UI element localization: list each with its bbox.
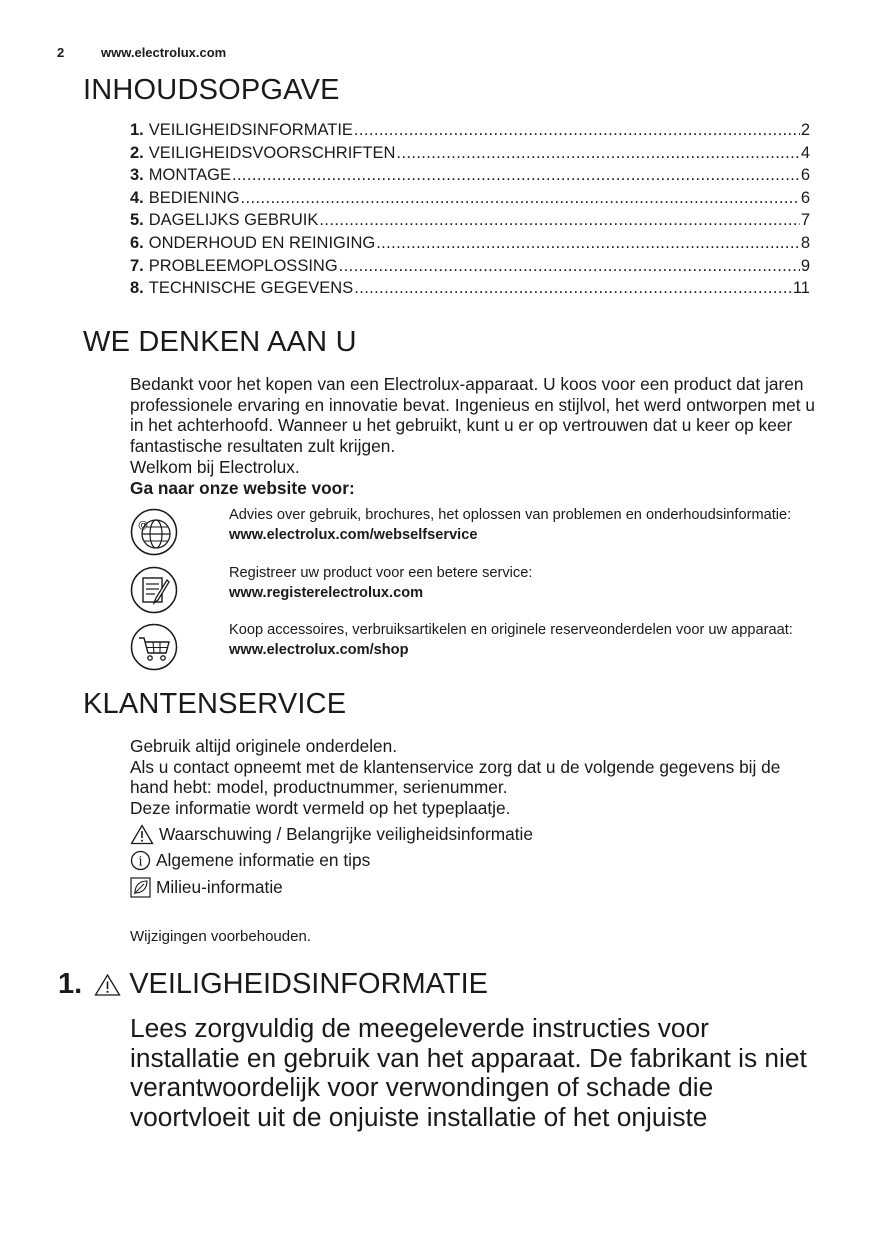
service-text: Koop accessoires, verbruiksartikelen en originele reserveonderdelen voor uw apparaat: bbox=[229, 622, 793, 638]
table-of-contents bbox=[130, 121, 810, 302]
symbol-label: Milieu-informatie bbox=[156, 877, 283, 897]
toc-item[interactable]: 8. TECHNISCHE GEGEVENS ..... 11 bbox=[130, 279, 810, 302]
thinking-body: Bedankt voor het kopen van een Electrolux-apparaat. U koos voor een product dat jaren professionele ervaring en innovatie bevat. Ingenieus en stijlvol, het werd ontworpen met u in het achterhoofd. Wanneer u het gebruikt, kunt u er op vertrouwen dat u keer op keer fantastische resultaten zult krijgen. Welkom bij Electrolux. Ga naar onze website voor: bbox=[130, 374, 815, 498]
toc-item[interactable]: 2. VEILIGHEIDSVOORSCHRIFTEN ..... 4 bbox=[130, 144, 810, 167]
page-number: 2 bbox=[57, 45, 65, 60]
site-url[interactable]: www.electrolux.com bbox=[101, 45, 227, 60]
toc-item[interactable]: 1. VEILIGHEIDSINFORMATIE ..... 2 bbox=[130, 121, 810, 144]
toc-item[interactable]: 3. MONTAGE ..... 6 bbox=[130, 166, 810, 189]
info-icon bbox=[130, 850, 151, 871]
registration-icon bbox=[130, 566, 178, 614]
changes-note: Wijzigingen voorbehouden. bbox=[130, 928, 311, 945]
customer-service-title: KLANTENSERVICE bbox=[83, 688, 347, 720]
service-link[interactable]: www.electrolux.com/webselfservice bbox=[229, 526, 478, 543]
warning-icon bbox=[94, 973, 121, 997]
symbol-info bbox=[130, 850, 370, 871]
toc-title: INHOUDSOPGAVE bbox=[83, 74, 340, 106]
section-1-lead: Lees zorgvuldig de meegeleverde instructies voor installatie en gebruik van het apparaat. De fabrikant is niet verantwoordelijk voor verwondingen of schade die voortvloeit uit de onjuiste installatie of het onjuiste bbox=[130, 1013, 807, 1132]
service-link[interactable]: www.registerelectrolux.com bbox=[229, 584, 424, 601]
thinking-title: WE DENKEN AAN U bbox=[83, 326, 357, 358]
symbol-label: Algemene informatie en tips bbox=[156, 850, 371, 870]
toc-item[interactable]: 5. DAGELIJKS GEBRUIK ..... 7 bbox=[130, 211, 810, 234]
customer-service-body: Gebruik altijd originele onderdelen. Als u contact opneemt met de klantenservice zorg dat u de volgende gegevens bij de hand hebt: model, productnummer, serienummer. Deze informatie wordt vermeld op het typeplaatje. bbox=[130, 736, 781, 819]
toc-item[interactable]: 7. PROBLEEMOPLOSSING ..... 9 bbox=[130, 257, 810, 280]
warning-icon bbox=[130, 824, 154, 845]
section-number: 1. bbox=[58, 968, 83, 1000]
page-header bbox=[57, 45, 226, 60]
svg-text:i: i bbox=[138, 854, 143, 870]
toc-item[interactable]: 6. ONDERHOUD EN REINIGING ..... 8 bbox=[130, 234, 810, 257]
leaf-icon bbox=[130, 877, 151, 898]
globe-icon bbox=[130, 508, 178, 556]
section-title: VEILIGHEIDSINFORMATIE bbox=[129, 968, 488, 1000]
service-link[interactable]: www.electrolux.com/shop bbox=[229, 641, 409, 658]
service-text: Advies over gebruik, brochures, het oplossen van problemen en onderhoudsinformatie: bbox=[229, 507, 792, 523]
symbol-label: Waarschuwing / Belangrijke veiligheidsinformatie bbox=[159, 824, 533, 844]
shopping-cart-icon bbox=[130, 623, 178, 671]
toc-item[interactable]: 4. BEDIENING ..... 6 bbox=[130, 189, 810, 212]
symbol-environment bbox=[130, 877, 283, 898]
svg-text:@: @ bbox=[138, 520, 148, 531]
symbol-warning bbox=[130, 824, 533, 845]
service-text: Registreer uw product voor een betere service: bbox=[229, 565, 533, 581]
section-1-heading bbox=[58, 968, 488, 1001]
